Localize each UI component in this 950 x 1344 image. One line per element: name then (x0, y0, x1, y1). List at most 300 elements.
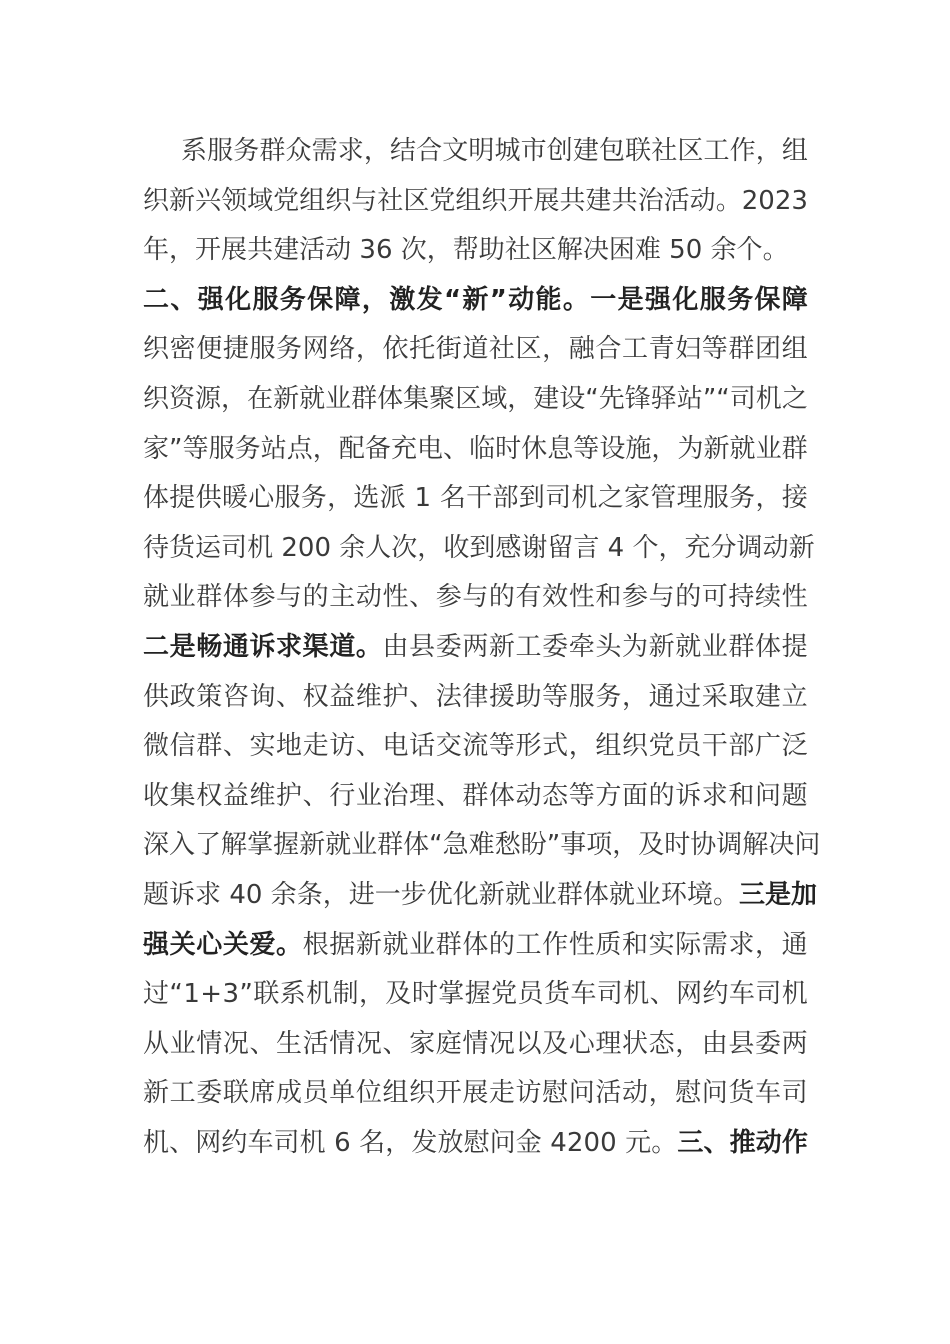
text-char: 谢 (521, 532, 548, 563)
text-char: 电 (416, 433, 443, 464)
text-char: 。 (715, 185, 742, 216)
text-char: 便 (196, 334, 223, 365)
text-char: 问 (489, 1127, 516, 1158)
text-char: 慰 (463, 1127, 490, 1158)
text-char: 动 (355, 582, 382, 613)
bold-text-char: 是 (169, 631, 196, 662)
text-char: 工 (169, 1078, 196, 1109)
bold-text-char: 推 (729, 1127, 756, 1158)
text-char: 机 (306, 979, 333, 1010)
text-char: 席 (249, 1078, 276, 1109)
text-char: 走 (488, 1078, 515, 1109)
text-char: 干 (466, 483, 493, 514)
text-char: 诉 (169, 879, 196, 910)
text-char: 难 (468, 830, 495, 861)
text-char: 地 (276, 731, 303, 762)
text-char (262, 871, 270, 921)
text-char: 头 (595, 631, 622, 662)
text-char: 0 (600, 1127, 617, 1158)
text-char: 访 (515, 1078, 542, 1109)
text-char: 司 (729, 383, 756, 414)
text-char: 区 (530, 235, 557, 266)
bold-text-char: 。 (355, 631, 382, 662)
text-char: 县 (409, 631, 436, 662)
text-char: 访 (329, 731, 356, 762)
text-char: 求 (701, 780, 728, 811)
text-char: 态 (542, 780, 569, 811)
bold-text-char: 求 (276, 631, 303, 662)
text-char: 与 (276, 582, 303, 613)
bold-text-char: 心 (196, 929, 223, 960)
text-char: 急 (442, 830, 469, 861)
text-char: 务 (234, 433, 261, 464)
text-char: 制 (332, 979, 359, 1010)
bold-text-char: 二 (143, 631, 170, 662)
text-char: 就 (504, 879, 531, 910)
text-char: 实 (648, 929, 675, 960)
text-char: 道 (462, 334, 489, 365)
text-char: 业 (169, 582, 196, 613)
text-char: 掌 (247, 830, 274, 861)
text-char: 与 (462, 582, 489, 613)
text-char: 集 (403, 383, 430, 414)
text-char: 党 (491, 979, 518, 1010)
text-char: 询 (249, 681, 276, 712)
text-char: 持 (728, 582, 755, 613)
text-char: ， (648, 1078, 675, 1109)
text-char: 难 (634, 235, 661, 266)
text-char: 活 (663, 185, 690, 216)
text-char: 泛 (781, 731, 808, 762)
text-char: 织 (621, 731, 648, 762)
text-char: 建 (572, 136, 599, 166)
bold-text-char: 激 (389, 284, 416, 315)
text-char: 车 (728, 979, 755, 1010)
text-char (431, 474, 439, 524)
text-char: 联 (253, 979, 280, 1010)
text-char: 元 (625, 1127, 652, 1158)
text-line (143, 673, 808, 723)
bold-text-char: 关 (169, 929, 196, 960)
text-char: 4 (229, 879, 246, 910)
text-char: ， (755, 929, 782, 960)
text-char: 委 (196, 1078, 223, 1109)
text-char: 车 (247, 1127, 274, 1158)
text-char: 系 (181, 136, 208, 166)
text-char: 协 (690, 830, 717, 861)
text-char: 参 (621, 582, 648, 613)
bold-text-char: 保 (307, 284, 334, 315)
text-char: 的 (675, 582, 702, 613)
text-char: 、 (302, 780, 329, 811)
text-char: 话 (409, 731, 436, 762)
text-char: 4 (550, 1127, 567, 1158)
text-char: 机 (247, 532, 274, 563)
text-char: 2 (281, 532, 298, 563)
text-char: 工 (703, 136, 730, 166)
text-char: 益 (222, 780, 249, 811)
text-char: 面 (621, 780, 648, 811)
text-line (143, 623, 808, 673)
text-char: 、 (443, 433, 470, 464)
text-char: 群 (196, 582, 223, 613)
text-char: 员 (675, 731, 702, 762)
text-char: 困 (608, 235, 635, 266)
text-char: 的 (488, 582, 515, 613)
bold-text-char: 作 (781, 1127, 808, 1158)
text-char: 根 (302, 929, 329, 960)
text-char: 掌 (438, 979, 465, 1010)
text-char: 护 (382, 681, 409, 712)
text-char: 及 (638, 830, 665, 861)
text-char: 愁 (494, 830, 521, 861)
text-char: 体 (755, 631, 782, 662)
text-char: 。 (762, 235, 789, 266)
text-char: 余 (270, 879, 297, 910)
text-char: 就 (299, 383, 326, 414)
text-char: 之 (597, 483, 624, 514)
text-char: 部 (728, 731, 755, 762)
text-char: 密 (169, 334, 196, 365)
text-char: 等 (701, 334, 728, 365)
bold-text-char: 通 (222, 631, 249, 662)
text-char: 工 (515, 631, 542, 662)
text-char: 名 (439, 483, 466, 514)
text-char: 性 (568, 929, 595, 960)
text-char: 解 (556, 235, 583, 266)
text-char (702, 226, 710, 276)
text-char: 约 (221, 1127, 248, 1158)
text-char: 、 (435, 780, 462, 811)
bold-text-char: 化 (225, 284, 252, 315)
text-char: 兴 (195, 185, 222, 216)
text-char: 在 (247, 383, 274, 414)
text-char: 可 (701, 582, 728, 613)
text-char: ， (322, 879, 349, 910)
text-char: 到 (469, 532, 496, 563)
text-char: 社 (377, 185, 404, 216)
text-char: 个 (736, 235, 763, 266)
text-char: 合 (595, 334, 622, 365)
text-char: 政 (169, 681, 196, 712)
text-char: 开 (435, 1078, 462, 1109)
text-char: 感 (495, 532, 522, 563)
text-char: 司 (596, 979, 623, 1010)
text-char: 等 (573, 433, 600, 464)
text-char: 、 (169, 1127, 196, 1158)
text-char: 决 (582, 235, 609, 266)
text-char: 问 (568, 1078, 595, 1109)
text-char: 设 (599, 433, 626, 464)
text-char: 待 (143, 532, 170, 563)
text-char: 妇 (675, 334, 702, 365)
text-char: 业 (169, 1028, 196, 1059)
text-line (143, 1119, 808, 1169)
text-char: 员 (517, 979, 544, 1010)
text-char: 言 (573, 532, 600, 563)
text-char: 式 (542, 731, 569, 762)
text-char: 续 (755, 582, 782, 613)
text-char: 体 (222, 582, 249, 613)
text-line (143, 177, 808, 227)
text-char: 行 (329, 780, 356, 811)
text-char: 党 (273, 185, 300, 216)
text-char (326, 1119, 334, 1169)
text-char: 一 (374, 879, 401, 910)
text-char: 走 (302, 731, 329, 762)
text-char: ， (658, 532, 685, 563)
text-char: 群 (351, 383, 378, 414)
text-char: 服 (702, 483, 729, 514)
text-char: 6 (334, 1127, 351, 1158)
text-char: 充 (684, 532, 711, 563)
text-char: 备 (364, 433, 391, 464)
text-char: 为 (677, 433, 704, 464)
text-char: 就 (143, 582, 170, 613)
text-char: 机 (623, 979, 650, 1010)
text-char: 方 (595, 780, 622, 811)
body-text (143, 127, 821, 1168)
text-char: 心 (248, 483, 275, 514)
text-char: 调 (736, 532, 763, 563)
text-char: 新 (788, 532, 815, 563)
text-char: 护 (276, 780, 303, 811)
text-char: 管 (650, 483, 677, 514)
text-char: 机 (755, 383, 782, 414)
text-char: 1 (414, 483, 432, 514)
text-char: 到 (518, 483, 545, 514)
text-char: 、 (222, 731, 249, 762)
text-char: 求 (195, 879, 222, 910)
text-char: 资 (169, 383, 196, 414)
text-char: 0 (758, 185, 775, 216)
text-char: 求 (728, 929, 755, 960)
text-char: 体 (143, 483, 170, 514)
text-char: 合 (416, 136, 443, 166)
text-char: 服 (274, 483, 301, 514)
bold-text-char: 道 (329, 631, 356, 662)
text-char: 新 (169, 185, 196, 216)
text-char: 化 (452, 879, 479, 910)
text-char: 理 (409, 780, 436, 811)
text-line (143, 772, 808, 822)
text-char: 司 (273, 1127, 300, 1158)
text-char: 约 (702, 979, 729, 1010)
text-char: 调 (716, 830, 743, 861)
text-char (542, 1119, 550, 1169)
text-char: 动 (325, 235, 352, 266)
text-char: 情 (462, 1028, 489, 1059)
text-char: ， (675, 1028, 702, 1059)
text-char (273, 524, 281, 574)
text-char: ， (417, 532, 444, 563)
text-char: 援 (488, 681, 515, 712)
text-char: 组 (595, 731, 622, 762)
text-char: ” (702, 383, 717, 414)
text-char: 理 (676, 483, 703, 514)
text-char: 权 (196, 780, 223, 811)
text-char: 等 (488, 731, 515, 762)
text-char: 站 (676, 383, 703, 414)
bold-text-char: 障 (781, 284, 808, 315)
text-char: 动 (621, 1078, 648, 1109)
bold-text-char: 动 (508, 284, 535, 315)
text-char: 家 (623, 483, 650, 514)
text-char: 法 (435, 681, 462, 712)
text-char: “ (585, 383, 599, 414)
bold-text-char: 渠 (302, 631, 329, 662)
text-char: 社 (504, 235, 531, 266)
text-char: 1 (183, 979, 200, 1010)
text-char: 项 (586, 830, 613, 861)
text-char: 网 (195, 1127, 222, 1158)
text-char: 了 (195, 830, 222, 861)
text-char: ， (312, 433, 339, 464)
text-char: “ (716, 383, 730, 414)
text-char: 捷 (222, 334, 249, 365)
text-char: 组 (455, 185, 482, 216)
text-char: 握 (273, 830, 300, 861)
text-char: 余 (339, 532, 366, 563)
text-char: 就 (608, 879, 635, 910)
bold-text-char: 服 (252, 284, 279, 315)
text-char: 服 (249, 334, 276, 365)
text-char: 服 (207, 136, 234, 166)
text-char: 业 (755, 433, 782, 464)
text-char: 发 (411, 1127, 438, 1158)
text-char: 立 (781, 681, 808, 712)
text-char: 体 (403, 830, 430, 861)
text-char: 步 (400, 879, 427, 910)
text-char: 治 (382, 780, 409, 811)
text-char: 域 (247, 185, 274, 216)
text-char: 明 (468, 136, 495, 166)
text-char: ， (651, 433, 678, 464)
text-char: 服 (208, 433, 235, 464)
text-char: 名 (359, 1127, 386, 1158)
text-char: ， (355, 334, 382, 365)
text-char: 单 (329, 1078, 356, 1109)
text-char: 次 (391, 532, 418, 563)
text-char: 委 (435, 631, 462, 662)
text-char: 形 (515, 731, 542, 762)
text-line (143, 127, 808, 177)
text-char: 年 (143, 235, 170, 266)
text-char: ， (507, 383, 534, 414)
bold-text-char: ” (489, 284, 507, 315)
text-char: 广 (755, 731, 782, 762)
text-char: 体 (582, 879, 609, 910)
text-char: 站 (260, 433, 287, 464)
text-char: 配 (338, 433, 365, 464)
text-line (143, 1069, 808, 1119)
text-char: 有 (515, 582, 542, 613)
text-char: 5 (669, 235, 686, 266)
text-char: ， (426, 235, 453, 266)
text-line (143, 921, 808, 971)
text-char: 环 (660, 879, 687, 910)
bold-text-char: 二 (143, 284, 170, 315)
text-char: 新 (299, 830, 326, 861)
text-char: 点 (286, 433, 313, 464)
text-char: 参 (249, 582, 276, 613)
text-char: 3 (222, 979, 240, 1010)
text-char: 组 (781, 334, 808, 365)
text-char: 委 (755, 1028, 782, 1059)
text-char: 由 (382, 631, 409, 662)
text-char (351, 226, 359, 276)
text-char: 成 (276, 1078, 303, 1109)
bold-text-char: 务 (727, 284, 754, 315)
text-char: 织 (143, 383, 170, 414)
bold-text-char: 强 (644, 284, 671, 315)
text-char (406, 474, 414, 524)
text-char: 展 (462, 1078, 489, 1109)
text-char: 通 (781, 929, 808, 960)
text-char: 网 (676, 979, 703, 1010)
text-char: 务 (300, 483, 327, 514)
text-char: 主 (329, 582, 356, 613)
text-char: 分 (710, 532, 737, 563)
text-char: 的 (302, 582, 329, 613)
text-char: 际 (675, 929, 702, 960)
text-char: 务 (276, 334, 303, 365)
bold-text-char: 能 (535, 284, 562, 315)
text-char: 活 (302, 1028, 329, 1059)
text-char: 及 (542, 1028, 569, 1059)
text-char: 机 (143, 1127, 170, 1158)
bold-text-char: 是 (764, 879, 791, 910)
text-char: 题 (781, 780, 808, 811)
text-char: 0 (297, 532, 315, 563)
text-char: 条 (296, 879, 323, 910)
text-char: 区 (677, 136, 704, 166)
text-char: 慰 (675, 1078, 702, 1109)
text-char: 信 (169, 731, 196, 762)
text-char: 理 (595, 1028, 622, 1059)
text-char: 织 (409, 1078, 436, 1109)
text-char: 态 (648, 1028, 675, 1059)
bold-text-char: 化 (672, 284, 699, 315)
text-char: 作 (542, 929, 569, 960)
text-char: 司 (755, 979, 782, 1010)
text-char: 为 (621, 631, 648, 662)
text-char: 质 (595, 929, 622, 960)
text-char: 网 (302, 334, 329, 365)
text-char: 区 (403, 185, 430, 216)
text-char: 干 (701, 731, 728, 762)
text-char: 的 (488, 929, 515, 960)
text-char: 系 (279, 979, 306, 1010)
text-char: 业 (701, 631, 728, 662)
text-char: 权 (302, 681, 329, 712)
text-char: 活 (595, 1078, 622, 1109)
bold-text-char: 务 (279, 284, 306, 315)
text-char: 交 (435, 731, 462, 762)
text-char: 动 (762, 532, 789, 563)
bold-text-char: 三 (738, 879, 765, 910)
text-char: 收 (443, 532, 470, 563)
text-char: 需 (701, 929, 728, 960)
text-char: 家 (143, 433, 170, 464)
text-char: 况 (355, 1028, 382, 1059)
text-char: + (200, 979, 223, 1010)
text-char: 务 (233, 136, 260, 166)
bold-text-char: 服 (699, 284, 726, 315)
text-char: 区 (515, 334, 542, 365)
text-char: 3 (359, 235, 376, 266)
text-char: 新 (648, 631, 675, 662)
